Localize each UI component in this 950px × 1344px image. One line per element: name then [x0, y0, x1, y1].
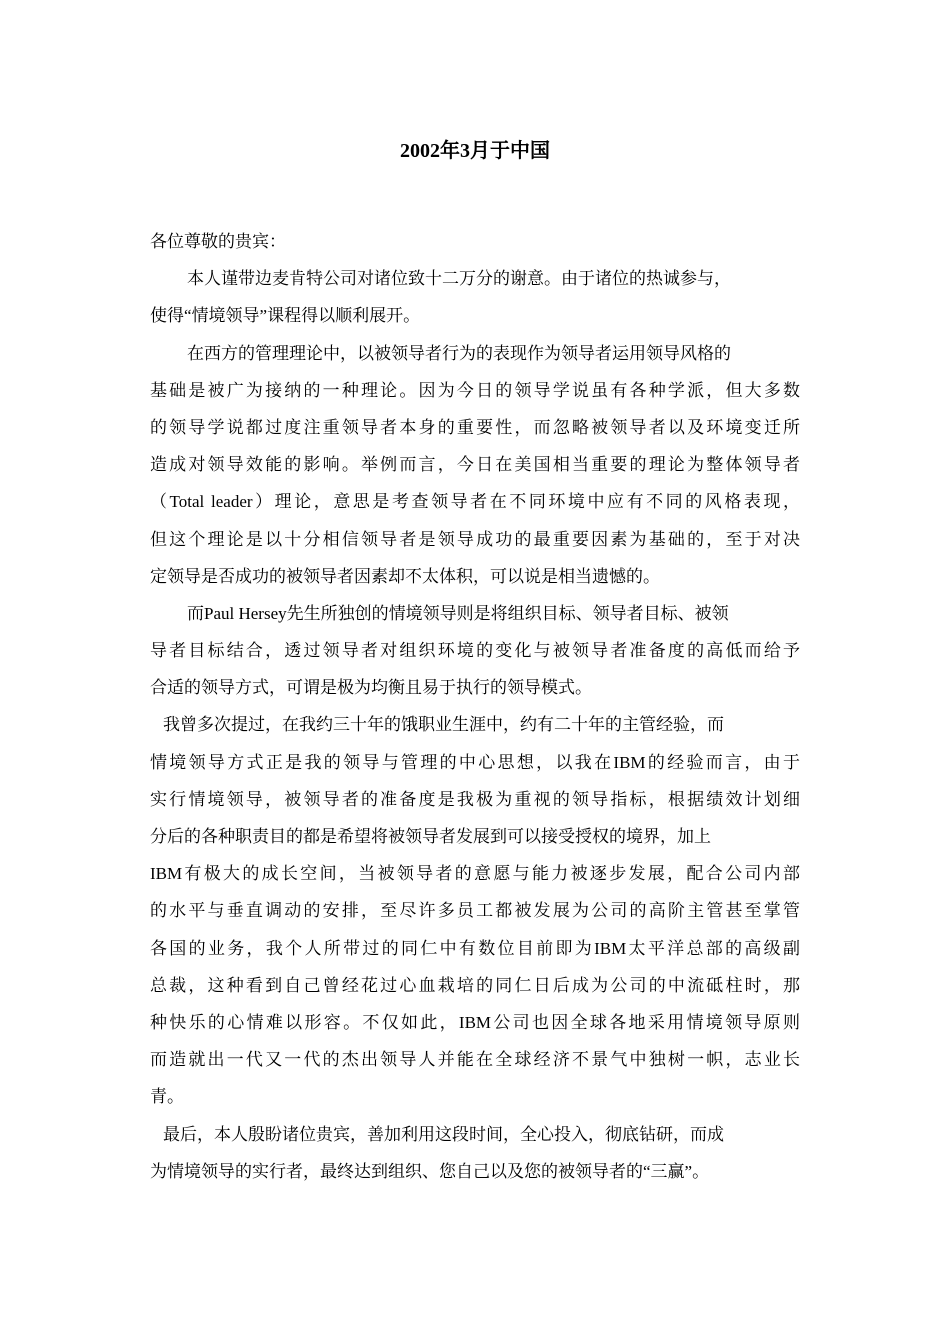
text-line: 我曾多次提过，在我约三十年的饿职业生涯中，约有二十年的主管经验，而 — [163, 715, 724, 735]
document-body — [150, 223, 800, 1190]
text-line: 种快乐的心情难以形容。不仅如此，IBM公司也因全球各地采用情境领导原则 — [150, 1012, 800, 1032]
text-line: 的领导学说都过度注重领导者本身的重要性，而忽略被领导者以及环境变迁所 — [150, 417, 800, 437]
text-line: 本人谨带边麦肯特公司对诸位致十二万分的谢意。由于诸位的热诚参与， — [187, 269, 731, 289]
text-line: 分后的各种职责目的都是希望将被领导者发展到可以接受授权的境界，加上 — [150, 827, 711, 846]
text-line: 而Paul Hersey先生所独创的情境领导则是将组织目标、领导者目标、被领 — [187, 603, 729, 623]
text-line: 青。 — [150, 1087, 184, 1107]
text-line: 的水平与垂直调动的安排，至尽许多员工都被发展为公司的高阶主管甚至掌管 — [150, 901, 800, 921]
text-line: （Total leader）理论，意思是考查领导者在不同环境中应有不同的风格表现， — [150, 492, 800, 512]
text-line: 合适的领导方式，可谓是极为均衡且易于执行的领导模式。 — [150, 678, 592, 698]
text-line: 导者目标结合，透过领导者对组织环境的变化与被领导者准备度的高低而给予 — [150, 641, 800, 661]
salutation: 各位尊敬的贵宾： — [150, 232, 286, 251]
text-line: 实行情境领导，被领导者的准备度是我极为重视的领导指标，根据绩效计划细 — [150, 789, 800, 809]
text-line: IBM有极大的成长空间，当被领导者的意愿与能力被逐步发展，配合公司内部 — [150, 864, 800, 884]
text-line: 使得“情境领导”课程得以顺利展开。 — [150, 306, 421, 326]
text-line: 基础是被广为接纳的一种理论。因为今日的领导学说虽有各种学派，但大多数 — [150, 380, 800, 400]
text-line: 但这个理论是以十分相信领导者是领导成功的最重要因素为基础的，至于对决 — [150, 529, 800, 549]
text-line: 而造就出一代又一代的杰出领导人并能在全球经济不景气中独树一帜，志业长 — [150, 1050, 800, 1070]
text-line: 定领导是否成功的被领导者因素却不太体积，可以说是相当遗憾的。 — [150, 566, 660, 586]
paragraph-situational-leadership — [150, 595, 800, 707]
document-title: 2002年3月于中国 — [400, 140, 550, 162]
paragraph-ibm-experience — [150, 706, 800, 1115]
text-line: 在西方的管理理论中，以被领导者行为的表现作为领导者运用领导风格的 — [187, 343, 731, 363]
paragraph-western-theory — [150, 335, 800, 595]
text-line: 各国的业务，我个人所带过的同仁中有数位目前即为IBM太平洋总部的高级副 — [150, 938, 800, 958]
text-line: 总裁，这种看到自己曾经花过心血栽培的同仁日后成为公司的中流砥柱时，那 — [150, 975, 800, 995]
paragraph-closing — [150, 1116, 800, 1190]
text-line: 造成对领导效能的影响。举例而言，今日在美国相当重要的理论为整体领导者 — [150, 455, 800, 475]
text-line: 情境领导方式正是我的领导与管理的中心思想，以我在IBM的经验而言，由于 — [150, 752, 800, 772]
text-line: 最后，本人殷盼诸位贵宾，善加利用这段时间，全心投入，彻底钻研，而成 — [163, 1124, 724, 1144]
text-line: 为情境领导的实行者，最终达到组织、您自己以及您的被领导者的“三赢”。 — [150, 1161, 710, 1181]
paragraph-thanks — [150, 260, 800, 334]
